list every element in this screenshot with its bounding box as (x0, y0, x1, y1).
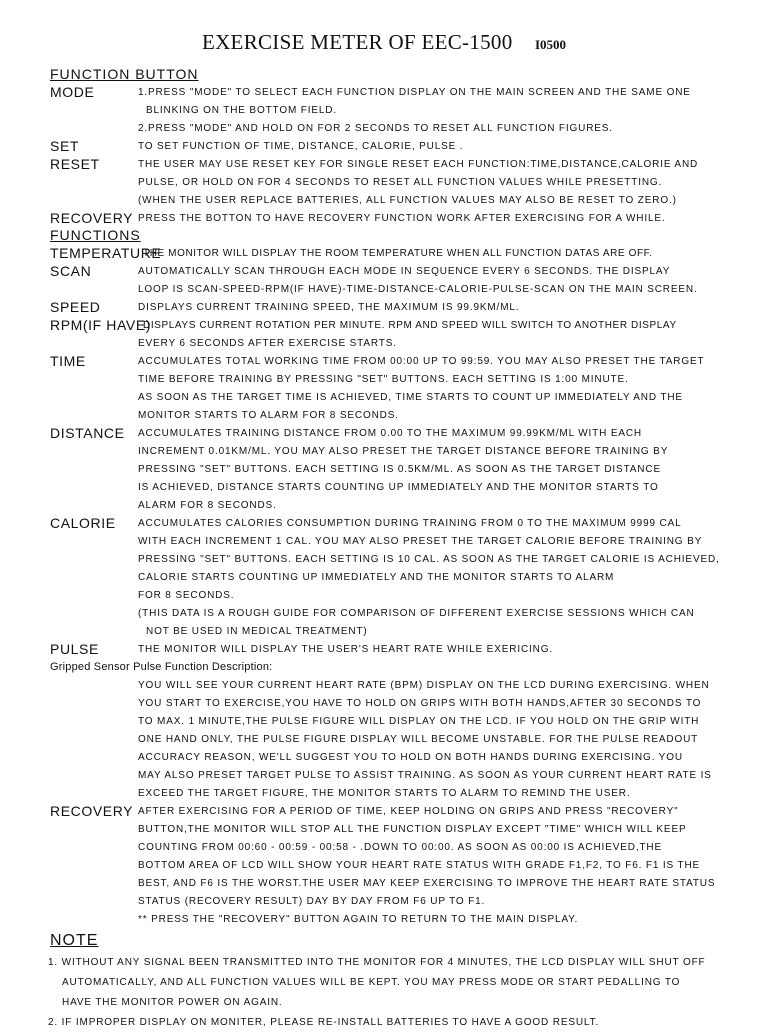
recovery-function-row-6 (50, 892, 762, 910)
distance-row-2 (50, 442, 762, 460)
time-row-3 (50, 388, 762, 406)
time-row-2 (50, 370, 762, 388)
speed-label: SPEED (50, 299, 101, 315)
gripped-row-7 (50, 784, 762, 802)
time-text-2: TIME BEFORE TRAINING BY PRESSING "SET" BUTTONS. EACH SETTING IS 1:00 MINUTE. (138, 374, 629, 385)
distance-row-3 (50, 460, 762, 478)
document-header (0, 30, 768, 55)
time-text-3: AS SOON AS THE TARGET TIME IS ACHIEVED, TIME STARTS TO COUNT UP IMMEDIATELY AND THE (138, 392, 683, 403)
mode-row-2 (50, 101, 762, 119)
pulse-text: THE MONITOR WILL DISPLAY THE USER'S HEART RATE WHILE EXERICING. (138, 644, 553, 655)
note-line-1b: AUTOMATICALLY, AND ALL FUNCTION VALUES WILL BE KEPT. YOU MAY PRESS MODE OR START PEDALLING TO (62, 977, 681, 988)
reset-row-2 (50, 173, 762, 191)
note-heading: NOTE (50, 932, 99, 949)
calorie-label: CALORIE (50, 515, 116, 531)
gripped-text-2: YOU START TO EXERCISE,YOU HAVE TO HOLD ON GRIPS WITH BOTH HANDS,AFTER 30 SECONDS TO (138, 698, 702, 709)
calorie-text-6: (THIS DATA IS A ROUGH GUIDE FOR COMPARISON OF DIFFERENT EXERCISE SESSIONS WHICH CAN (138, 608, 695, 619)
gripped-row-5 (50, 748, 762, 766)
note-line-2: 2. IF IMPROPER DISPLAY ON MONITER, PLEASE RE-INSTALL BATTERIES TO HAVE A GOOD RESULT. (48, 1017, 600, 1028)
calorie-text-2: WITH EACH INCREMENT 1 CAL. YOU MAY ALSO PRESET THE TARGET CALORIE BEFORE TRAINING BY (138, 536, 703, 547)
pulse-row (50, 640, 762, 658)
recovery-button-text: PRESS THE BOTTON TO HAVE RECOVERY FUNCTION WORK AFTER EXERCISING FOR A WHILE. (138, 213, 666, 224)
reset-text-3: (WHEN THE USER REPLACE BATTERIES, ALL FUNCTION VALUES MAY ALSO BE RESET TO ZERO.) (138, 195, 677, 206)
note-line-1c: HAVE THE MONITOR POWER ON AGAIN. (62, 997, 283, 1008)
temperature-label: TEMPERATURE (50, 245, 162, 261)
document-title: EXERCISE METER OF EEC-1500 (201, 30, 513, 54)
calorie-row-2 (50, 532, 762, 550)
recovery-function-text-5: BEST, AND F6 IS THE WORST.THE USER MAY KEEP EXERCISING TO IMPROVE THE HEART RATE STATUS (138, 878, 716, 889)
speed-row (50, 298, 762, 316)
gripped-text-4: ONE HAND ONLY, THE PULSE FIGURE DISPLAY WILL BECOME UNSTABLE. FOR THE PULSE READOUT (138, 734, 699, 745)
calorie-row-4 (50, 568, 762, 586)
time-text-1: ACCUMULATES TOTAL WORKING TIME FROM 00:00 UP TO 99:59. YOU MAY ALSO PRESET THE TARGET (138, 356, 705, 367)
gripped-sensor-heading: Gripped Sensor Pulse Function Description: (50, 661, 273, 673)
time-label: TIME (50, 353, 86, 369)
temperature-text: THE MONITOR WILL DISPLAY THE ROOM TEMPERATURE WHEN ALL FUNCTION DATAS ARE OFF. (143, 248, 653, 259)
scan-label: SCAN (50, 263, 92, 279)
mode-row-3 (50, 119, 762, 137)
scan-row-2 (50, 280, 762, 298)
reset-label: RESET (50, 156, 100, 172)
gripped-row-2 (50, 694, 762, 712)
rpm-row-2 (50, 334, 762, 352)
time-row (50, 352, 762, 370)
calorie-text-7: NOT BE USED IN MEDICAL TREATMENT) (146, 626, 368, 637)
reset-text-2: PULSE, OR HOLD ON FOR 4 SECONDS TO RESET ALL FUNCTION VALUES WHILE PRESETTING. (138, 177, 663, 188)
recovery-function-text-7: ** PRESS THE "RECOVERY" BUTTON AGAIN TO RETURN TO THE MAIN DISPLAY. (138, 914, 579, 925)
gripped-row-1 (50, 676, 762, 694)
set-text-1: TO SET FUNCTION OF TIME, DISTANCE, CALORIE, PULSE . (138, 141, 464, 152)
recovery-function-text-1: AFTER EXERCISING FOR A PERIOD OF TIME, KEEP HOLDING ON GRIPS AND PRESS "RECOVERY" (138, 806, 679, 817)
distance-row-4 (50, 478, 762, 496)
distance-row-5 (50, 496, 762, 514)
distance-text-2: INCREMENT 0.01KM/ML. YOU MAY ALSO PRESET THE TARGET DISTANCE BEFORE TRAINING BY (138, 446, 669, 457)
recovery-function-row-2 (50, 820, 762, 838)
gripped-text-3: TO MAX. 1 MINUTE,THE PULSE FIGURE WILL DISPLAY ON THE LCD. IF YOU HOLD ON THE GRIP WITH (138, 716, 700, 727)
recovery-function-text-4: BOTTOM AREA OF LCD WILL SHOW YOUR HEART RATE STATUS WITH GRADE F1,F2, TO F6. F1 IS THE (138, 860, 701, 871)
time-row-4 (50, 406, 762, 424)
recovery-function-row-3 (50, 838, 762, 856)
mode-text-1: 1.PRESS "MODE" TO SELECT EACH FUNCTION DISPLAY ON THE MAIN SCREEN AND THE SAME ONE (138, 87, 691, 98)
speed-text: DISPLAYS CURRENT TRAINING SPEED, THE MAXIMUM IS 99.9KM/ML. (138, 302, 520, 313)
rpm-label: RPM(IF HAVE) (50, 317, 152, 333)
distance-text-3: PRESSING "SET" BUTTONS. EACH SETTING IS 0.5KM/ML. AS SOON AS THE TARGET DISTANCE (138, 464, 661, 475)
document-code: I0500 (534, 37, 567, 52)
functions-heading: FUNCTIONS (50, 227, 141, 243)
mode-row (50, 83, 762, 101)
distance-text-1: ACCUMULATES TRAINING DISTANCE FROM 0.00 TO THE MAXIMUM 99.99KM/ML WITH EACH (138, 428, 643, 439)
gripped-row-4 (50, 730, 762, 748)
calorie-text-3: PRESSING "SET" BUTTONS. EACH SETTING IS 10 CAL. AS SOON AS THE TARGET CALORIE IS ACHIEVED, (138, 554, 720, 565)
rpm-text-2: EVERY 6 SECONDS AFTER EXERCISE STARTS. (138, 338, 397, 349)
time-text-4: MONITOR STARTS TO ALARM FOR 8 SECONDS. (138, 410, 399, 421)
recovery-function-row-7 (50, 910, 762, 928)
calorie-row-6 (50, 604, 762, 622)
calorie-text-1: ACCUMULATES CALORIES CONSUMPTION DURING TRAINING FROM 0 TO THE MAXIMUM 9999 CAL (138, 518, 682, 529)
scan-text-2: LOOP IS SCAN-SPEED-RPM(IF HAVE)-TIME-DISTANCE-CALORIE-PULSE-SCAN ON THE MAIN SCREEN. (138, 284, 698, 295)
calorie-text-4: CALORIE STARTS COUNTING UP IMMEDIATELY AND THE MONITOR STARTS TO ALARM (138, 572, 615, 583)
function-button-heading: FUNCTION BUTTON (50, 66, 199, 82)
set-label: SET (50, 138, 80, 154)
recovery-function-text-6: STATUS (RECOVERY RESULT) DAY BY DAY FROM F6 UP TO F1. (138, 896, 486, 907)
distance-label: DISTANCE (50, 425, 125, 441)
gripped-row-3 (50, 712, 762, 730)
recovery-function-text-2: BUTTON,THE MONITOR WILL STOP ALL THE FUNCTION DISPLAY EXCEPT "TIME" WHICH WILL KEEP (138, 824, 687, 835)
distance-text-5: ALARM FOR 8 SECONDS. (138, 500, 277, 511)
rpm-text-1: DISPLAYS CURRENT ROTATION PER MINUTE. RPM AND SPEED WILL SWITCH TO ANOTHER DISPLAY (143, 320, 677, 331)
gripped-text-7: EXCEED THE TARGET FIGURE, THE MONITOR STARTS TO ALARM TO REMIND THE USER. (138, 788, 631, 799)
mode-text-2: BLINKING ON THE BOTTOM FIELD. (146, 105, 337, 116)
calorie-row-5 (50, 586, 762, 604)
note-line-1a: 1. WITHOUT ANY SIGNAL BEEN TRANSMITTED INTO THE MONITOR FOR 4 MINUTES, THE LCD DISPLAY WILL SHUT OFF (48, 957, 706, 968)
recovery-button-row (50, 209, 762, 227)
set-row (50, 137, 762, 155)
recovery-function-row-4 (50, 856, 762, 874)
recovery-function-row (50, 802, 762, 820)
reset-row (50, 155, 762, 173)
reset-text-1: THE USER MAY USE RESET KEY FOR SINGLE RESET EACH FUNCTION:TIME,DISTANCE,CALORIE AND (138, 159, 699, 170)
temperature-row (50, 244, 762, 262)
gripped-row-6 (50, 766, 762, 784)
mode-label: MODE (50, 84, 95, 100)
mode-text-3: 2.PRESS "MODE" AND HOLD ON FOR 2 SECONDS TO RESET ALL FUNCTION FIGURES. (138, 123, 613, 134)
recovery-button-label: RECOVERY (50, 210, 134, 226)
calorie-row-7 (50, 622, 762, 640)
document-body (50, 66, 762, 1033)
calorie-row-3 (50, 550, 762, 568)
scan-row (50, 262, 762, 280)
recovery-function-text-3: COUNTING FROM 00:60 - 00:59 - 00:58 - .DOWN TO 00:00. AS SOON AS 00:00 IS ACHIEVED,THE (138, 842, 662, 853)
gripped-text-5: ACCURACY REASON, WE'LL SUGGEST YOU TO HOLD ON BOTH HANDS DURING EXERCISING. YOU (138, 752, 683, 763)
recovery-function-label: RECOVERY (50, 803, 134, 819)
recovery-function-row-5 (50, 874, 762, 892)
calorie-row (50, 514, 762, 532)
calorie-text-5: FOR 8 SECONDS. (138, 590, 235, 601)
distance-text-4: IS ACHIEVED, DISTANCE STARTS COUNTING UP IMMEDIATELY AND THE MONITOR STARTS TO (138, 482, 659, 493)
scan-text-1: AUTOMATICALLY SCAN THROUGH EACH MODE IN SEQUENCE EVERY 6 SECONDS. THE DISPLAY (138, 266, 671, 277)
reset-row-3 (50, 191, 762, 209)
pulse-label: PULSE (50, 641, 99, 657)
distance-row (50, 424, 762, 442)
gripped-text-6: MAY ALSO PRESET TARGET PULSE TO ASSIST TRAINING. AS SOON AS YOUR CURRENT HEART RATE IS (138, 770, 712, 781)
gripped-text-1: YOU WILL SEE YOUR CURRENT HEART RATE (BPM) DISPLAY ON THE LCD DURING EXERCISING. WHEN (138, 680, 710, 691)
rpm-row (50, 316, 762, 334)
